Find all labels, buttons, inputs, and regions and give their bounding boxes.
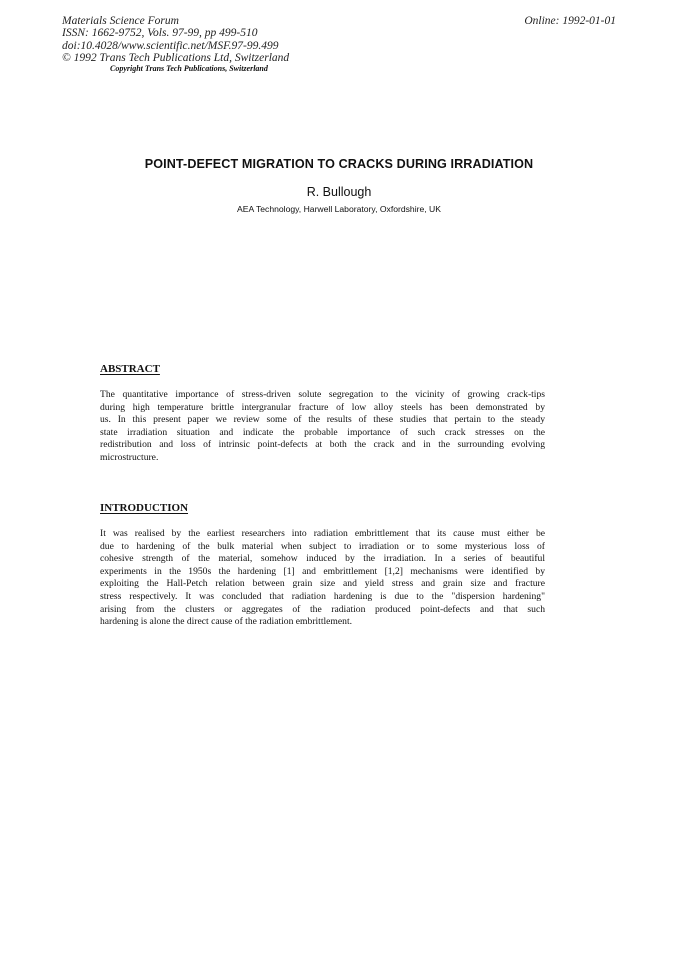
journal-name: Materials Science Forum — [62, 15, 179, 27]
online-date: Online: 1992-01-01 — [524, 15, 616, 27]
abstract-line: during high temperature brittle intergranular fracture of low alloy steels has been demonstrated by — [100, 401, 545, 413]
abstract-body — [100, 389, 545, 465]
abstract-line: microstructure. — [100, 451, 159, 463]
copyright-line: © 1992 Trans Tech Publications Ltd, Switzerland — [62, 51, 290, 64]
doi-line: doi:10.4028/www.scientific.net/MSF.97-99.499 — [62, 39, 279, 52]
introduction-line: exploiting the Hall-Petch relation between grain size and yield stress and grain size and fracture — [100, 578, 545, 590]
author-affiliation: AEA Technology, Harwell Laboratory, Oxfordshire, UK — [237, 204, 441, 214]
abstract-line: state irradiation situation and indicate the probable importance of such crack stresses on the — [100, 426, 545, 438]
introduction-line: experiments in the 1950s the hardening [1] and embrittlement [1,2] mechanisms were identified by — [100, 565, 545, 577]
abstract-line: The quantitative importance of stress-driven solute segregation to the vicinity of growing crack-tips — [100, 389, 545, 400]
abstract-heading: ABSTRACT — [100, 363, 160, 375]
introduction-line: cohesive strength of the material, somehow induced by the irradiation. In a series of beautiful — [100, 553, 545, 565]
publication-metadata — [62, 15, 289, 64]
introduction-heading: INTRODUCTION — [100, 502, 189, 514]
paper-title: POINT-DEFECT MIGRATION TO CRACKS DURING IRRADIATION — [144, 157, 534, 171]
paper-author: R. Bullough — [306, 185, 372, 199]
introduction-line: hardening is alone the direct cause of the radiation embrittlement. — [100, 616, 353, 628]
introduction-line: It was realised by the earliest researchers into radiation embrittlement that its cause must either be — [100, 528, 545, 539]
introduction-body — [100, 528, 545, 629]
introduction-line: arising from the clusters or aggregates of the radiation produced point-defects and that such — [100, 603, 545, 615]
issn-line: ISSN: 1662-9752, Vols. 97-99, pp 499-510 — [62, 27, 258, 40]
copyright-notice: Copyright Trans Tech Publications, Switzerland — [110, 64, 268, 73]
abstract-line: redistribution and loss of intrinsic point-defects at both the crack and in the surrounding evolving — [100, 439, 545, 451]
abstract-line: us. In this present paper we review some of the results of these studies that pertain to the steady — [100, 414, 545, 426]
introduction-line: stress respectively. It was concluded that radiation hardening is due to the "dispersion hardening" — [100, 590, 545, 602]
introduction-line: due to hardening of the bulk material when subject to irradiation or to some mysterious loss of — [100, 540, 545, 552]
